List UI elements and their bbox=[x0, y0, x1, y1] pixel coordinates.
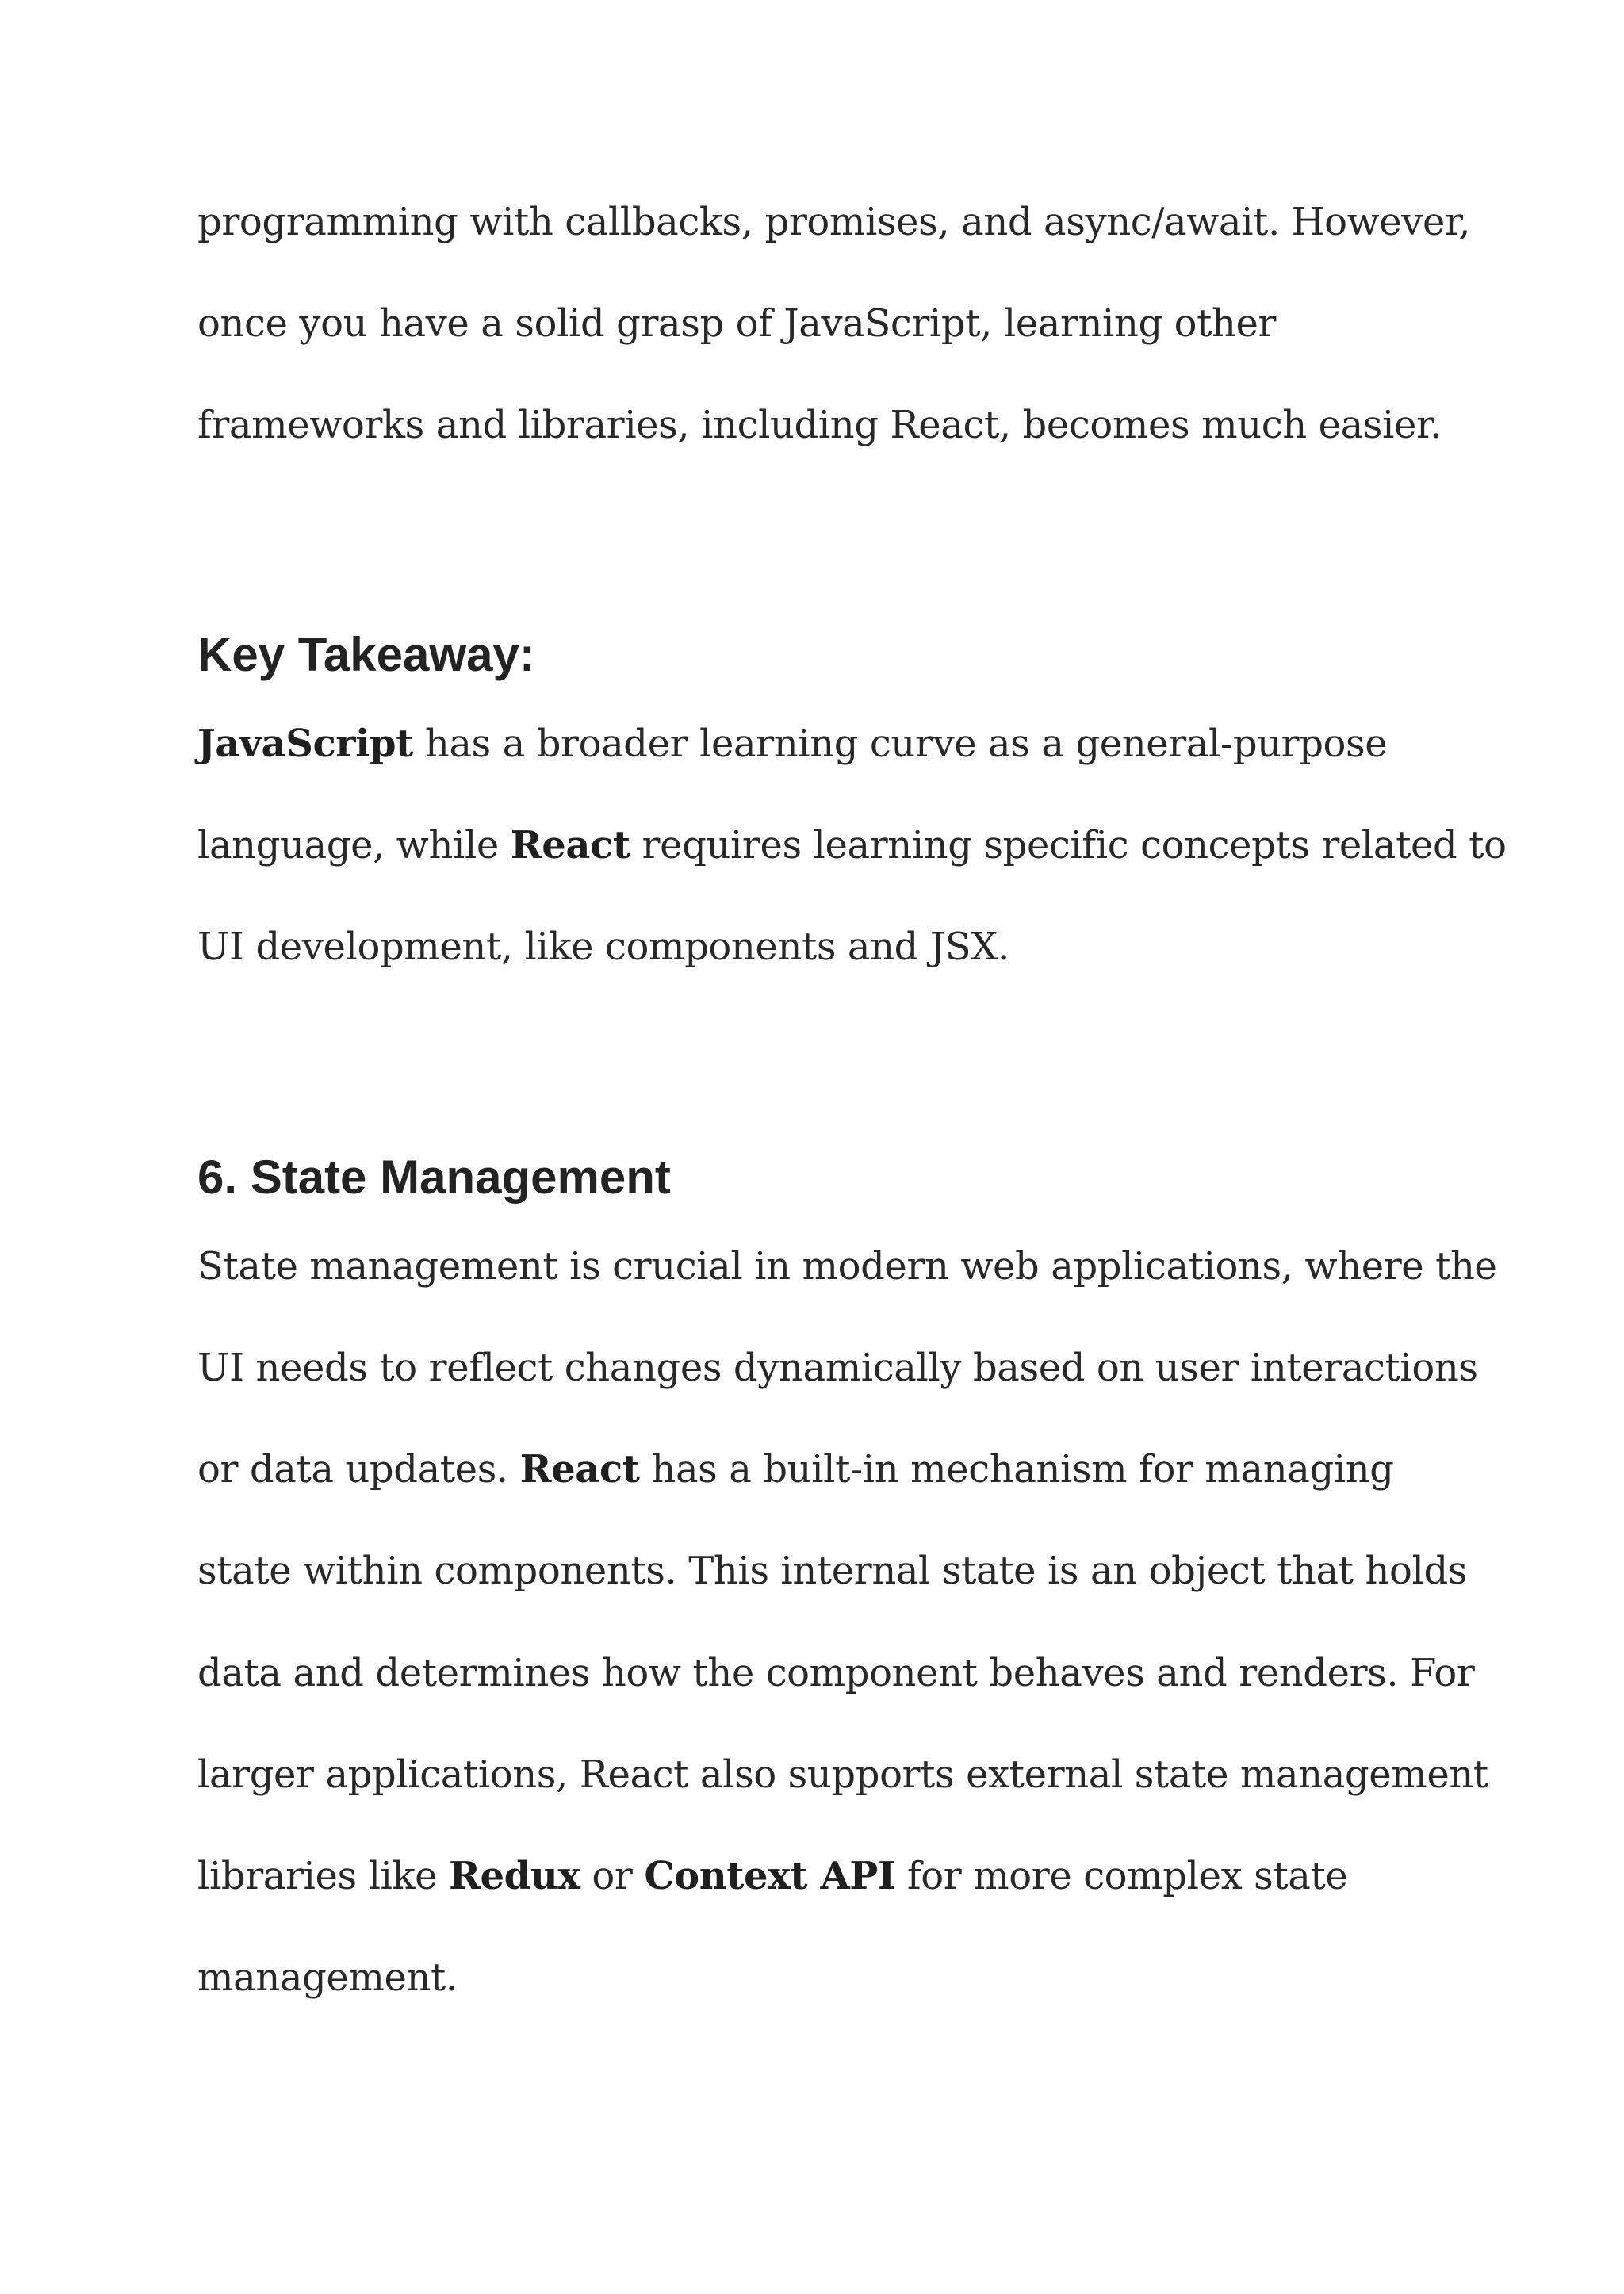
state-line-7-mid: or bbox=[580, 1854, 645, 1898]
state-line-3 bbox=[197, 1444, 1394, 1495]
intro-line-3: frameworks and libraries, including React, becomes much easier. bbox=[197, 403, 1442, 447]
intro-line-1: programming with callbacks, promises, and async/await. However, bbox=[197, 200, 1471, 244]
takeaway-line-2 bbox=[197, 820, 1507, 871]
intro-line-2: once you have a solid grasp of JavaScript, learning other bbox=[197, 301, 1277, 346]
state-line-6: larger applications, React also supports external state management bbox=[197, 1752, 1488, 1797]
state-line-3-pre: or data updates. bbox=[197, 1447, 520, 1492]
state-line-7-pre: libraries like bbox=[197, 1854, 450, 1898]
takeaway-line-2-post: requires learning specific concepts related to bbox=[630, 823, 1507, 867]
state-line-5: data and determines how the component behaves and renders. For bbox=[197, 1651, 1475, 1695]
takeaway-line-2-pre: language, while bbox=[197, 823, 511, 867]
state-line-8: management. bbox=[197, 1955, 458, 2000]
state-line-7-post: for more complex state bbox=[895, 1854, 1348, 1898]
bold-term-react: React bbox=[519, 1447, 640, 1492]
bold-term-redux: Redux bbox=[449, 1854, 580, 1898]
takeaway-line-1 bbox=[197, 718, 1387, 769]
state-line-2: UI needs to reflect changes dynamically based on user interactions bbox=[197, 1346, 1478, 1390]
takeaway-line-3: UI development, like components and JSX. bbox=[197, 925, 1009, 969]
bold-term-javascript: JavaScript bbox=[197, 722, 413, 766]
state-management-heading: 6. State Management bbox=[197, 1151, 671, 1204]
bold-term-context-api: Context API bbox=[644, 1854, 896, 1898]
key-takeaway-heading: Key Takeaway: bbox=[197, 628, 535, 681]
state-line-7 bbox=[197, 1851, 1347, 1901]
state-line-4: state within components. This internal state is an object that holds bbox=[197, 1549, 1468, 1593]
takeaway-line-1-text: has a broader learning curve as a general-purpose bbox=[412, 722, 1388, 766]
state-line-3-post: has a built-in mechanism for managing bbox=[639, 1447, 1394, 1492]
bold-term-react: React bbox=[510, 823, 630, 867]
state-line-1: State management is crucial in modern web applications, where the bbox=[197, 1244, 1497, 1289]
